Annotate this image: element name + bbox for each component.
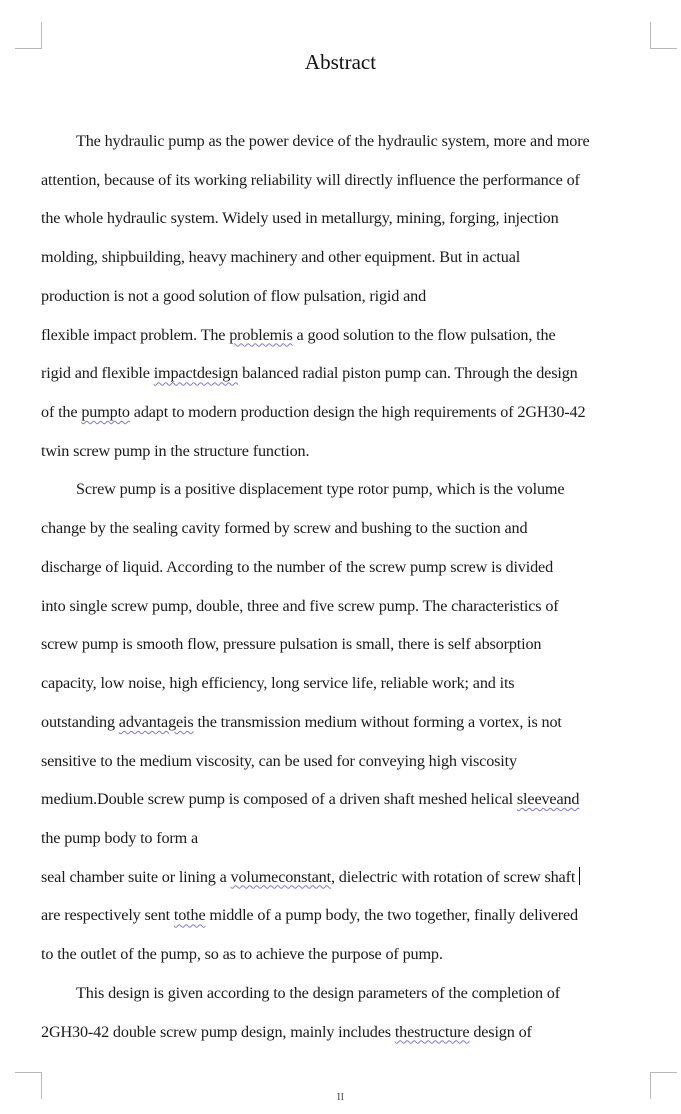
crop-mark-top-left [15,22,42,49]
page-number: II [336,1091,345,1103]
text-segment: Screw pump is a positive displacement type rotor pump, which is the volume [76,480,565,499]
text-segment: molding, shipbuilding, heavy machinery and other equipment. But in actual [41,248,521,267]
text-line [41,825,653,851]
spellcheck-flagged-word: sleeveand [516,790,580,809]
text-cursor [579,867,580,885]
text-line [41,593,653,619]
text-segment: medium.Double screw pump is composed of a driven shaft meshed helical [41,790,517,809]
text-line [76,476,653,502]
text-line [41,554,653,580]
text-line [41,786,653,812]
text-segment: the transmission medium without forming a vortex, is not [193,712,562,731]
text-segment: twin screw pump in the structure function. [41,441,310,460]
text-line [41,748,653,774]
spellcheck-flagged-word: pumpto [81,403,130,422]
text-segment: middle of a pump body, the two together, finally delivered [205,906,578,925]
text-line [41,399,653,425]
text-line [41,941,653,967]
text-line [41,283,653,309]
text-segment: , dielectric with rotation of screw shaft [330,867,576,886]
text-segment: a good solution to the flow pulsation, the [292,325,556,344]
text-segment: the pump body to form a [41,828,199,847]
spellcheck-flagged-word: problemis [229,325,293,344]
spellcheck-flagged-word: impactdesign [153,364,239,383]
text-segment: discharge of liquid. According to the number of the screw pump screw is divided [41,557,554,576]
text-segment: 2GH30-42 double screw pump design, mainly includes [41,1022,395,1041]
text-segment: adapt to modern production design the high requirements of 2GH30-42 [129,403,586,422]
text-segment: rigid and flexible [41,364,154,383]
text-segment: outstanding [41,712,119,731]
text-segment: seal chamber suite or lining a [41,867,231,886]
text-line [41,1019,653,1045]
text-line [76,980,653,1006]
text-segment: capacity, low noise, high efficiency, long service life, reliable work; and its [41,674,515,693]
text-segment: balanced radial piston pump can. Through the design [238,364,578,383]
text-segment: production is not a good solution of flow pulsation, rigid and [41,286,427,305]
text-segment: sensitive to the medium viscosity, can be used for conveying high viscosity [41,751,517,770]
text-line [41,205,653,231]
text-segment: are respectively sent [41,906,174,925]
text-segment: design of [469,1022,532,1041]
text-line [41,709,653,735]
text-segment: The hydraulic pump as the power device of the hydraulic system, more and more [76,132,590,150]
spellcheck-flagged-word: thestructure [394,1022,470,1041]
text-segment: screw pump is smooth flow, pressure pulsation is small, there is self absorption [41,635,542,654]
text-segment: the whole hydraulic system. Widely used in metallurgy, mining, forging, injection [41,209,559,228]
spellcheck-flagged-word: advantageis [118,712,194,731]
text-line [41,244,653,270]
spellcheck-flagged-word: tothe [173,906,206,925]
text-line [41,360,653,386]
text-segment: This design is given according to the design parameters of the completion of [76,983,560,1002]
text-line [76,128,653,154]
text-line [41,670,653,696]
text-segment: into single screw pump, double, three and five screw pump. The characteristics of [41,596,559,615]
spellcheck-flagged-word: volumeconstant [230,867,331,886]
text-line [41,864,653,890]
page-title: Abstract [304,50,377,74]
text-line [41,167,653,193]
text-segment: to the outlet of the pump, so as to achieve the purpose of pump. [41,945,443,964]
text-segment: change by the sealing cavity formed by screw and bushing to the suction and [41,519,528,538]
text-segment: flexible impact problem. The [41,325,230,344]
text-line [41,438,653,464]
text-line [41,902,653,928]
text-line [41,631,653,657]
text-segment: attention, because of its working reliability will directly influence the performance of [41,170,580,189]
crop-mark-top-right [650,22,677,49]
text-line [41,515,653,541]
text-segment: of the [41,403,82,422]
text-line [41,322,653,348]
